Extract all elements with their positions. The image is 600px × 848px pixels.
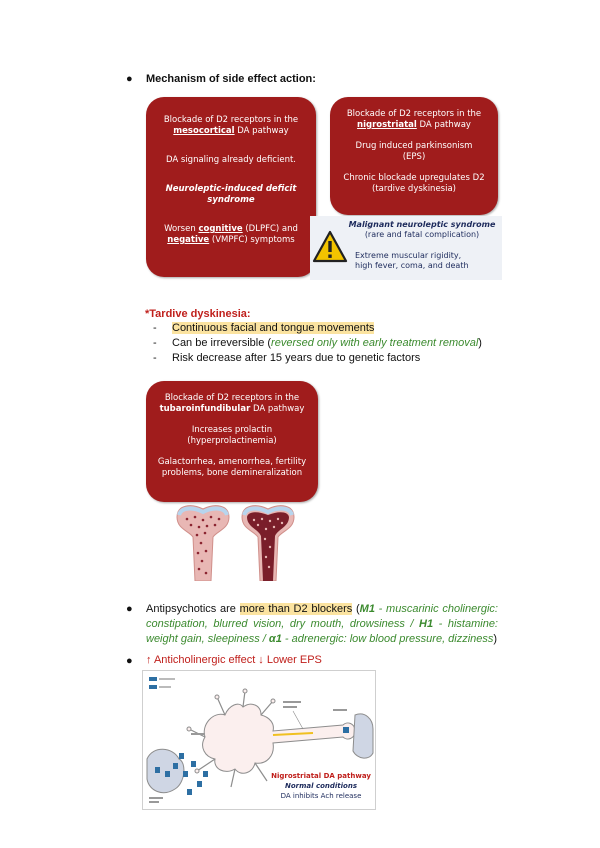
diagram-title: Nigrostriatal DA pathway <box>271 772 371 780</box>
list-item-note: reversed only with early treatment removal <box>271 337 479 349</box>
box-tuberoinfundibular <box>146 381 318 502</box>
box-line: Blockade of D2 receptors in the <box>164 393 300 403</box>
list-dash: - <box>153 352 157 364</box>
box-line: DA pathway <box>234 126 289 136</box>
negative-label: negative <box>167 235 210 245</box>
diagram-subtitle: Normal conditions <box>284 782 358 790</box>
box-line: Increases prolactin <box>191 425 273 435</box>
box-line: (VMPFC) symptoms <box>209 235 295 245</box>
section-heading-mechanism: Mechanism of side effect action: <box>146 73 316 85</box>
paragraph-text: ) <box>493 633 498 645</box>
bone-illustration-demineralized-icon <box>238 503 298 581</box>
bullet-dot: ● <box>126 655 133 667</box>
box-line: Blockade of D2 receptors in the <box>163 115 299 125</box>
highlight-text: more than D2 blockers <box>239 603 353 615</box>
pathway-name: nigrostriatal <box>357 120 417 130</box>
box-line: DA signaling already deficient. <box>165 155 296 165</box>
box-line: problems, bone demineralization <box>161 468 303 478</box>
box-nigrostriatal <box>330 97 498 215</box>
malignant-symptoms: high fever, coma, and death <box>355 261 469 270</box>
list-item-text: Risk decrease after 15 years due to genetic factors <box>172 352 421 364</box>
receptor-note: - muscarinic cholinergic: constipation, blurred vision, dry mouth, drowsiness / <box>146 603 498 630</box>
bullet-dot: ● <box>126 73 133 85</box>
paragraph-receptors <box>146 602 498 647</box>
list-dash: - <box>153 337 157 349</box>
receptor-h1: H1 <box>419 618 434 630</box>
list-item-text: Continuous facial and tongue movements <box>172 322 375 334</box>
list-item <box>172 322 374 334</box>
diagram-caption: DA inhibits Ach release <box>280 792 362 800</box>
syndrome-name: Neuroleptic-induced deficit <box>165 184 297 194</box>
box-line: Worsen <box>164 224 199 234</box>
box-line: DA pathway <box>250 404 305 414</box>
list-item-text: Can be irreversible ( <box>172 337 272 349</box>
box-line: Drug induced parkinsonism <box>355 141 473 151</box>
receptor-note: - adrenergic: low blood pressure, dizziness <box>281 633 494 645</box>
list-dash: - <box>153 322 157 334</box>
receptor-m1: M1 <box>359 603 375 615</box>
neuron-diagram <box>142 670 376 810</box>
malignant-sub: (rare and fatal complication) <box>364 230 480 239</box>
receptor-a1: α1 <box>268 633 282 645</box>
box-line: Galactorrhea, amenorrhea, fertility <box>157 457 307 467</box>
bone-illustration-healthy-icon <box>173 503 233 581</box>
box-line: (DLPFC) and <box>242 224 298 234</box>
box-mesocortical <box>146 97 316 277</box>
list-item <box>172 352 420 364</box>
list-item-text: ) <box>478 337 482 349</box>
bullet-dot: ● <box>126 603 133 615</box>
malignant-symptoms: Extreme muscular rigidity, <box>355 251 462 260</box>
receptor-note: - histamine: weight gain, sleepiness / <box>146 618 498 645</box>
box-line: Chronic blockade upregulates D2 <box>343 173 485 183</box>
paragraph-text: Antipsychotics are <box>146 603 240 615</box>
paragraph-text: ( <box>352 603 360 615</box>
box-line: DA pathway <box>416 120 471 130</box>
pathway-name: mesocortical <box>173 126 235 136</box>
box-line: (hyperprolactinemia) <box>187 436 277 446</box>
box-line: (tardive dyskinesia) <box>372 184 456 194</box>
list-item <box>172 337 482 349</box>
anticholinergic-note: ↑ Anticholinergic effect ↓ Lower EPS <box>146 654 322 666</box>
malignant-title: Malignant neuroleptic syndrome <box>348 220 496 229</box>
box-line: (EPS) <box>402 152 426 162</box>
cognitive-label: cognitive <box>198 224 243 234</box>
syndrome-name: syndrome <box>207 195 255 205</box>
tardive-title: *Tardive dyskinesia: <box>145 308 251 320</box>
pathway-name: tubaroinfundibular <box>159 404 251 414</box>
box-line: Blockade of D2 receptors in the <box>346 109 482 119</box>
